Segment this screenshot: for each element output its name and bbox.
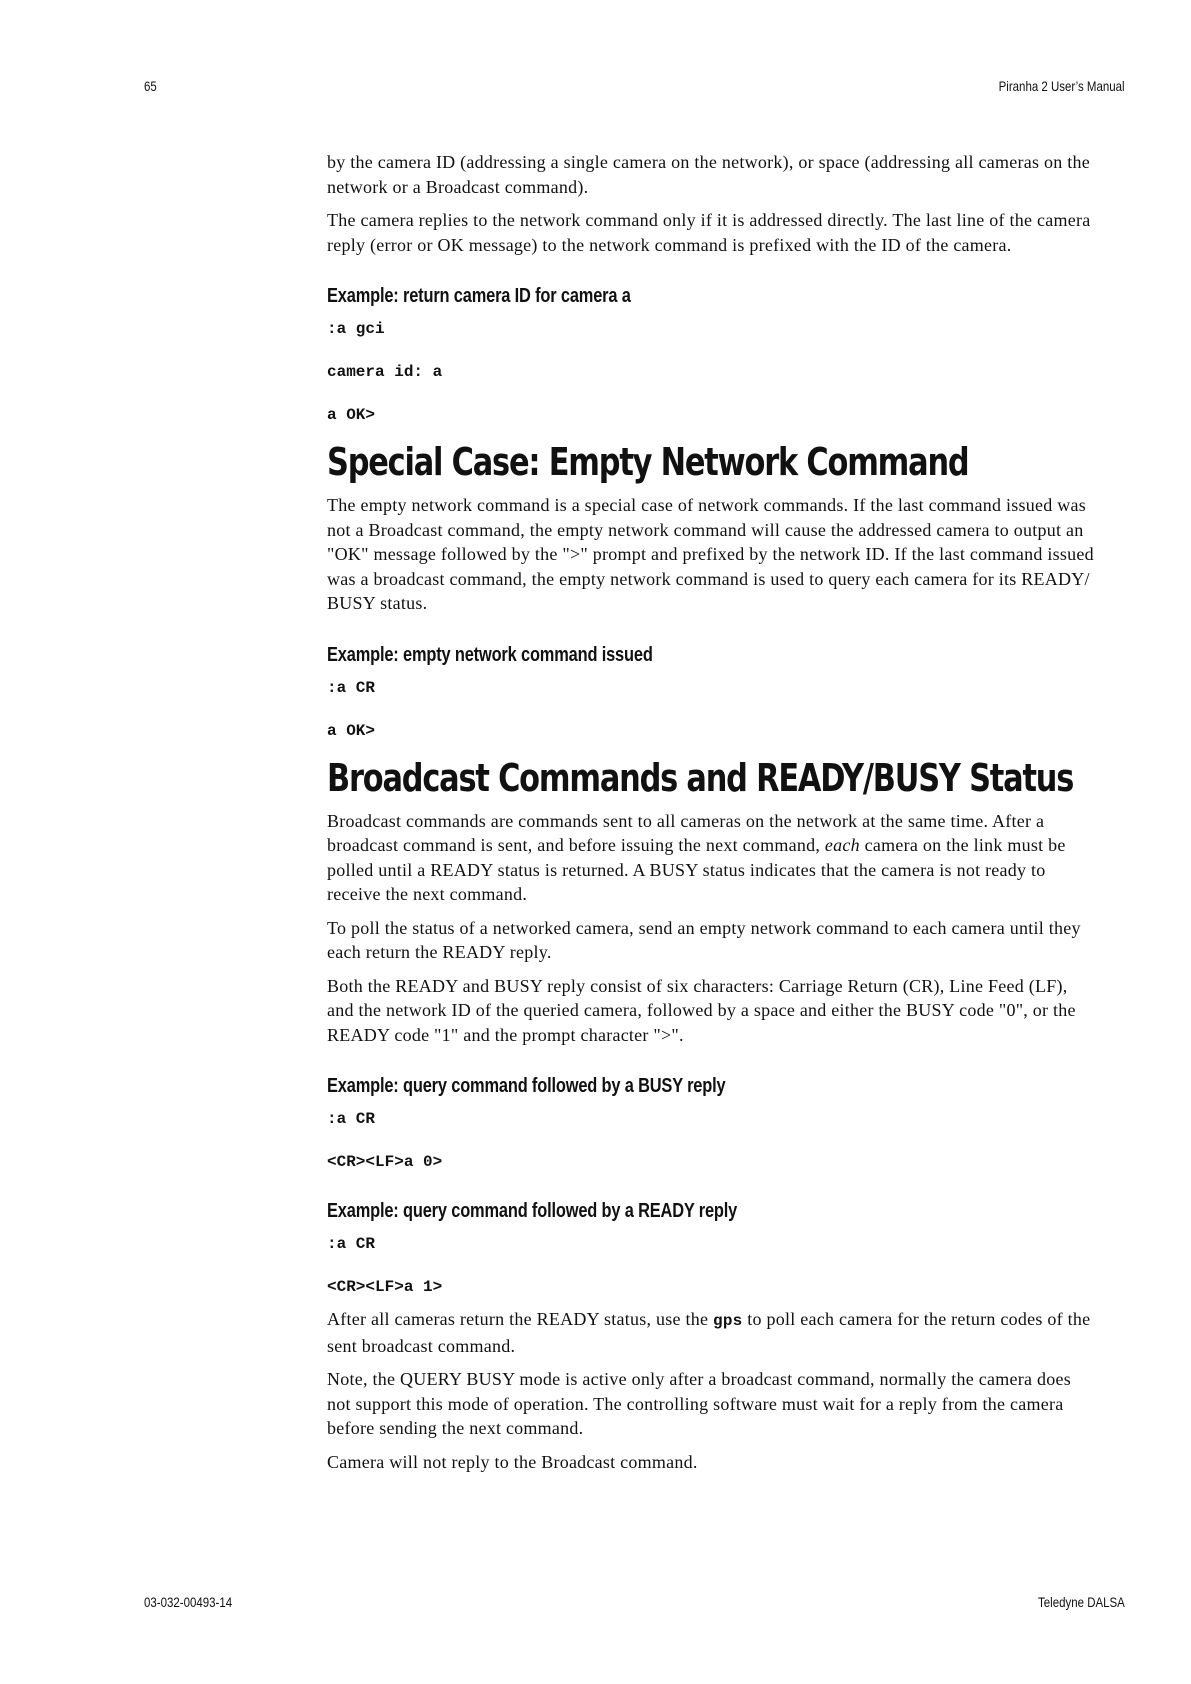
code-line: :a CR: [327, 1110, 376, 1128]
section-heading-broadcast-commands: Broadcast Commands and READY/BUSY Status: [327, 755, 1074, 800]
manual-title: Piranha 2 User’s Manual: [999, 78, 1125, 94]
example-heading-return-camera-id: Example: return camera ID for camera a: [327, 285, 631, 307]
intro-paragraph-2: The camera replies to the network command only if it is addressed directly. The last line of the camera reply (error or OK message) to the network command is prefixed with the ID of the camera.: [327, 210, 1091, 255]
closing-text-part: After all cameras return the READY status, use the: [327, 1309, 713, 1329]
code-line: a OK>: [327, 406, 376, 424]
broadcast-paragraph-2: To poll the status of a networked camera, send an empty network command to each camera until they each return the READY reply.: [327, 917, 1081, 962]
intro-paragraph-1: by the camera ID (addressing a single camera on the network), or space (addressing all cameras on the network or a Broadcast command).: [327, 152, 1090, 197]
code-line: a OK>: [327, 721, 376, 740]
code-line: camera id: a: [327, 363, 443, 381]
code-line: :a gci: [327, 320, 385, 338]
emphasis-each: each: [824, 835, 860, 855]
code-line: :a CR: [327, 1235, 376, 1253]
code-line: :a CR: [327, 678, 376, 697]
example-heading-ready-reply: Example: query command followed by a READY reply: [327, 1200, 738, 1222]
page-number: 65: [144, 78, 157, 94]
broadcast-text-part: Broadcast commands are commands sent to all cameras on the network at the same time. After a broadcast command is sent, and before issuing the next command,: [327, 810, 1045, 855]
broadcast-text-part: camera on the link must be polled until a READY status is returned. A BUSY status indicates that the camera is not ready to receive the next command.: [327, 835, 1066, 904]
company-name: Teledyne DALSA: [1038, 1594, 1125, 1610]
example-heading-busy-reply: Example: query command followed by a BUSY reply: [327, 1075, 726, 1097]
document-number: 03-032-00493-14: [144, 1594, 233, 1610]
section-heading-empty-network-command: Special Case: Empty Network Command: [327, 440, 969, 484]
closing-paragraph-1: [327, 1307, 1097, 1358]
broadcast-paragraph-3: Both the READY and BUSY reply consist of six characters: Carriage Return (CR), Line Feed (LF), and the network ID of the queried camera, followed by a space and either the BUSY code "0", or the READY code "1" and the prompt character ">".: [327, 975, 1076, 1045]
empty-command-paragraph: The empty network command is a special case of network commands. If the last command issued was not a Broadcast command, the empty network command will cause the addressed camera to output an "OK" message followed by the ">" prompt and prefixed by the network ID. If the last command issued was a broadcast command, the empty network command is used to query each camera for its READY/ BUSY status.: [327, 495, 1094, 613]
closing-paragraph-2: Note, the QUERY BUSY mode is active only after a broadcast command, normally the camera does not support this mode of operation. The controlling software must wait for a reply from the camera before sending the next command.: [327, 1369, 1071, 1438]
closing-text-part: to poll each camera for the return codes of the sent broadcast command.: [327, 1309, 1091, 1356]
inline-code-gps: gps: [712, 1312, 743, 1330]
closing-paragraph-3: Camera will not reply to the Broadcast command.: [327, 1451, 698, 1472]
broadcast-paragraph-1: [327, 809, 1097, 907]
code-line: <CR><LF>a 1>: [327, 1278, 443, 1296]
example-heading-empty-command: Example: empty network command issued: [327, 643, 653, 666]
page-content: [327, 150, 1097, 1483]
code-line: <CR><LF>a 0>: [327, 1153, 443, 1171]
